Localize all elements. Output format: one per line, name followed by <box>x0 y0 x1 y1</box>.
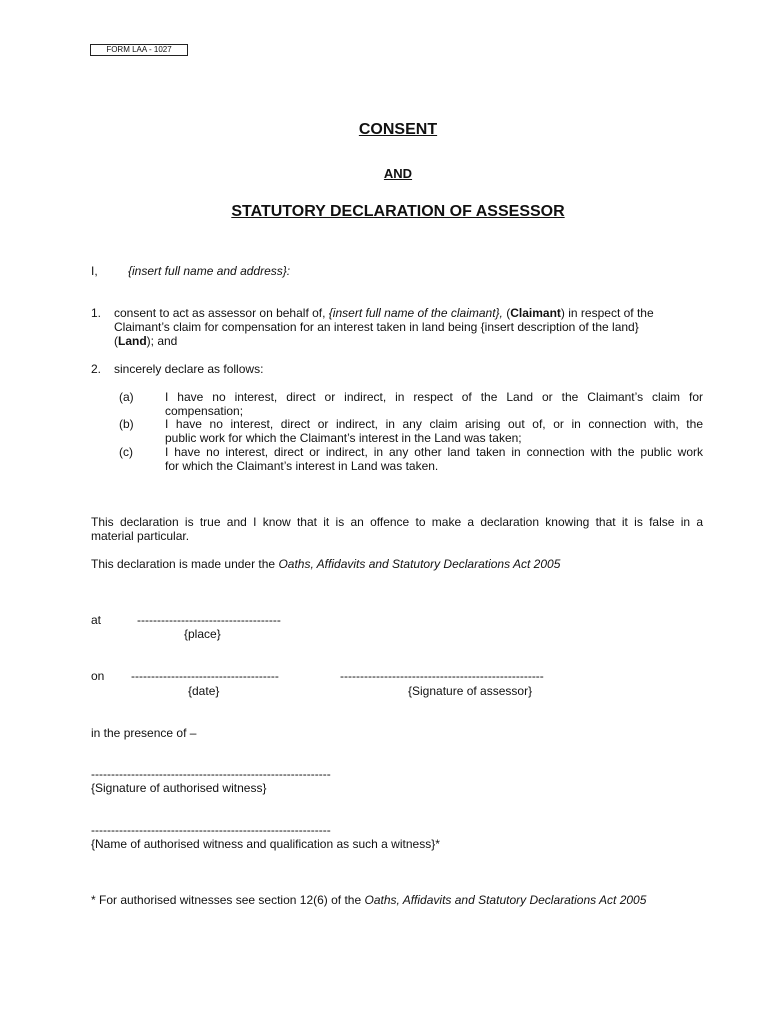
item-1-line-3: (Land); and <box>114 334 178 348</box>
document-title: CONSENT <box>358 121 438 138</box>
declaration-statement: This declaration is true and I know that it is an offence to make a declaration knowing that it is false in a material particular. <box>91 515 703 543</box>
item-2-number: 2. <box>91 362 102 376</box>
place-label: at <box>91 613 102 627</box>
presence-text: in the presence of – <box>91 726 197 740</box>
subitem-c-text: I have no interest, direct or indirect, in any other land taken in connection with the public work for which the Claimant’s interest in Land was taken. <box>165 445 703 473</box>
item-1-number: 1. <box>91 306 102 320</box>
intro-label: I, <box>91 264 98 278</box>
date-label: on <box>91 669 105 683</box>
subitem-b-label: (b) <box>119 417 134 431</box>
witness-name-caption: {Name of authorised witness and qualification as such a witness}* <box>91 837 440 851</box>
witness-signature-line: ------------------------------------------------------------ <box>91 767 331 781</box>
assessor-signature-line: --------------------------------------------------- <box>340 669 544 683</box>
item-1-text <box>114 306 704 348</box>
item-2-text: sincerely declare as follows: <box>114 362 264 376</box>
title-conjunction: AND <box>383 166 413 181</box>
date-line: ------------------------------------- <box>131 669 279 683</box>
form-number-box: FORM LAA - 1027 <box>90 44 188 56</box>
assessor-signature-caption: {Signature of assessor} <box>408 684 533 698</box>
subitem-a-label: (a) <box>119 390 134 404</box>
name-address-placeholder: {insert full name and address}: <box>128 264 291 278</box>
witness-signature-caption: {Signature of authorised witness} <box>91 781 267 795</box>
place-line: ------------------------------------ <box>137 613 281 627</box>
footnote: * For authorised witnesses see section 12(6) of the Oaths, Affidavits and Statutory Declarations Act 2005 <box>91 893 647 907</box>
subitem-b-text: I have no interest, direct or indirect, in any claim arising out of, or in connection with, the public work for which the Claimant’s interest in the Land was taken; <box>165 417 703 445</box>
witness-name-line: ------------------------------------------------------------ <box>91 823 331 837</box>
date-caption: {date} <box>188 684 220 698</box>
subitem-a-text: I have no interest, direct or indirect, in respect of the Land or the Claimant’s claim for compensation; <box>165 390 703 418</box>
item-1-line-2: Claimant’s claim for compensation for an interest taken in land being {insert description of the land} <box>114 320 639 334</box>
act-statement: This declaration is made under the Oaths, Affidavits and Statutory Declarations Act 2005 <box>91 557 561 571</box>
subitem-c-label: (c) <box>119 445 133 459</box>
document-heading: STATUTORY DECLARATION OF ASSESSOR <box>231 203 565 220</box>
item-1-line-1: consent to act as assessor on behalf of, {insert full name of the claimant}, (Claimant) in respect of the <box>114 306 654 320</box>
place-caption: {place} <box>184 627 221 641</box>
